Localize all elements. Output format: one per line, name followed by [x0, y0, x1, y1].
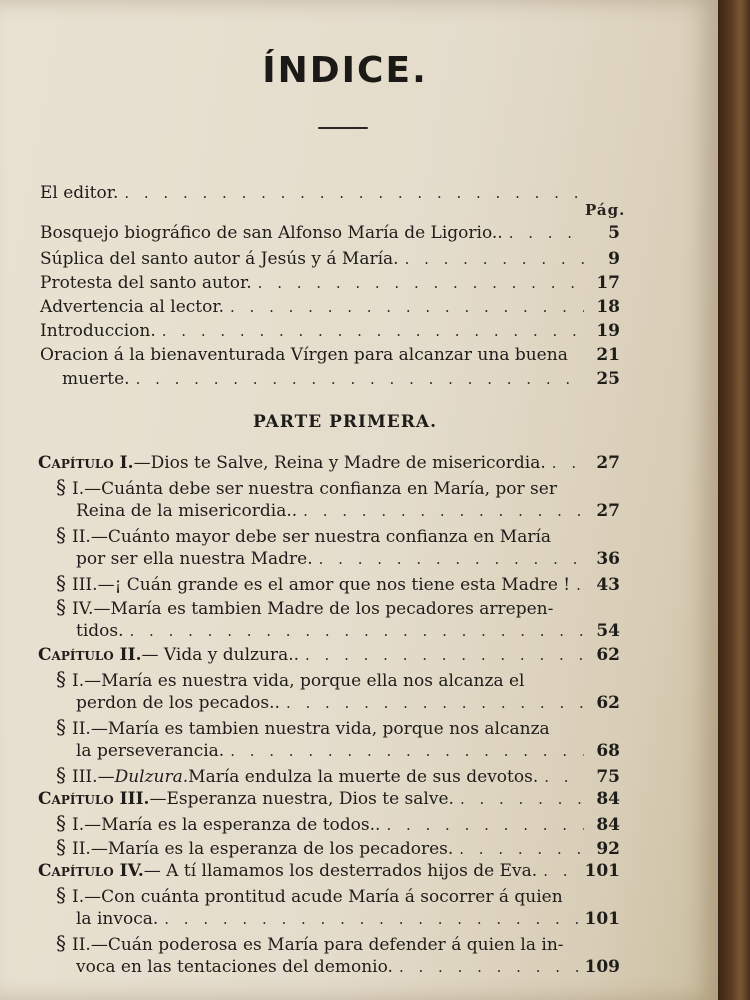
page-number: 27	[596, 453, 620, 473]
entry-title: Advertencia al lector.	[40, 297, 225, 317]
toc-entry	[40, 318, 620, 344]
section-mark: §	[56, 595, 66, 619]
dot-leader	[130, 618, 584, 644]
page-number: 25	[596, 369, 620, 389]
toc-row	[62, 366, 620, 392]
section-mark: §	[56, 835, 66, 859]
entry-title: —María es la esperanza de todos..	[84, 815, 381, 835]
page-number: 84	[596, 815, 620, 835]
toc-entry	[56, 570, 620, 596]
section-mark: §	[56, 715, 66, 739]
dot-leader	[230, 294, 584, 320]
entry-continuation: perdon de los pecados..	[76, 693, 280, 713]
page-column-label: Pág.	[585, 201, 626, 219]
section-mark: §	[56, 763, 66, 787]
entry-emphasis: —Dulzura.	[97, 767, 189, 787]
page-number: 62	[596, 645, 620, 665]
toc-row	[40, 342, 620, 368]
entry-title: Protesta del santo autor.	[40, 273, 252, 293]
page-number: 92	[596, 839, 620, 859]
dot-leader	[509, 220, 584, 246]
section-mark: §	[56, 667, 66, 691]
dot-leader	[230, 738, 584, 764]
toc-entry-line	[56, 666, 620, 692]
toc-row	[40, 246, 620, 272]
toc-row	[40, 294, 620, 320]
entry-title: —María es nuestra vida, porque ella nos alcanza el	[84, 671, 525, 691]
chapter-label: Capítulo IV.	[38, 861, 144, 881]
toc-entry-line	[56, 474, 620, 500]
section-mark: §	[56, 571, 66, 595]
dot-leader	[405, 246, 584, 272]
toc-entry	[40, 270, 620, 296]
entry-title: —Dios te Salve, Reina y Madre de misericordia.	[133, 453, 546, 473]
dot-leader	[162, 318, 584, 344]
toc-entry	[38, 642, 620, 668]
dot-leader	[305, 642, 584, 668]
paragraph-label: III.	[72, 575, 98, 595]
toc-row	[38, 858, 620, 884]
entry-title: —Cuánta debe ser nuestra confianza en María, por ser	[84, 479, 557, 499]
page-number: 43	[596, 575, 620, 595]
book-spine-edge	[718, 0, 750, 1000]
entry-continuation: la invoca.	[76, 909, 159, 929]
toc-entry-line	[56, 714, 620, 740]
chapter-label: Capítulo I.	[38, 453, 134, 473]
dot-leader	[319, 546, 584, 572]
entry-continuation: Reina de la misericordia..	[76, 501, 298, 521]
entry-continuation: la perseverancia.	[76, 741, 225, 761]
toc-row	[76, 906, 620, 932]
toc-entry	[56, 810, 620, 836]
dot-leader	[124, 180, 584, 206]
dot-leader	[258, 270, 584, 296]
dot-leader	[460, 786, 584, 812]
toc-entry-line	[56, 882, 620, 908]
entry-title: María endulza la muerte de sus devotos.	[188, 767, 539, 787]
page-number: 5	[608, 223, 620, 243]
toc-row	[76, 738, 620, 764]
toc-row	[38, 450, 620, 476]
entry-title: —María es la esperanza de los pecadores.	[90, 839, 454, 859]
page-number: 75	[596, 767, 620, 787]
toc-entry	[38, 786, 620, 812]
page-number: 101	[584, 909, 620, 929]
entry-title: —Esperanza nuestra, Dios te salve.	[149, 789, 454, 809]
toc-row	[40, 318, 620, 344]
toc-entry	[76, 546, 620, 572]
dot-leader	[303, 498, 584, 524]
entry-title: —María es tambien nuestra vida, porque nos alcanza	[90, 719, 550, 739]
toc-entry	[56, 834, 620, 860]
page-title: ÍNDICE.	[262, 50, 428, 91]
dot-leader	[286, 690, 584, 716]
page-number: 19	[596, 321, 620, 341]
page-number: 27	[596, 501, 620, 521]
entry-title: —¡ Cuán grande es el amor que nos tiene esta Madre !	[97, 575, 571, 595]
paragraph-label: II.	[72, 719, 91, 739]
toc-row	[76, 618, 620, 644]
toc-entry	[40, 246, 620, 272]
entry-title: —María es tambien Madre de los pecadores arrepen-	[93, 599, 554, 619]
page-number: 9	[608, 249, 620, 269]
toc-entry-line	[56, 522, 620, 548]
toc-row	[76, 498, 620, 524]
toc-entry	[40, 180, 620, 206]
section-mark: §	[56, 811, 66, 835]
entry-title: Introduccion.	[40, 321, 156, 341]
toc-entry	[76, 618, 620, 644]
entry-title: — A tí llamamos los desterrados hijos de Eva.	[143, 861, 538, 881]
paragraph-label: II.	[72, 839, 91, 859]
toc-row	[76, 546, 620, 572]
entry-title: Súplica del santo autor á Jesús y á María.	[40, 249, 399, 269]
paragraph-label: I.	[72, 671, 85, 691]
title-rule	[318, 127, 368, 129]
dot-leader	[399, 954, 579, 980]
entry-continuation: tidos.	[76, 621, 124, 641]
entry-title: —Cuán poderosa es María para defender á quien la in-	[90, 935, 564, 955]
paragraph-label: I.	[72, 887, 85, 907]
entry-title: muerte.	[62, 369, 130, 389]
page-number: 36	[596, 549, 620, 569]
toc-entry	[56, 762, 620, 788]
section-heading: PARTE PRIMERA.	[253, 412, 437, 432]
page-number: 17	[596, 273, 620, 293]
paragraph-label: IV.	[72, 599, 94, 619]
paragraph-label: I.	[72, 479, 85, 499]
toc-entry	[62, 366, 620, 392]
toc-entry	[40, 220, 620, 246]
toc-row	[40, 180, 620, 206]
toc-row	[76, 954, 620, 980]
paragraph-label: II.	[72, 527, 91, 547]
entry-title: Bosquejo biográfico de san Alfonso María de Ligorio..	[40, 223, 503, 243]
toc-entry-line	[56, 594, 620, 620]
paragraph-label: I.	[72, 815, 85, 835]
toc-entry	[76, 498, 620, 524]
section-mark: §	[56, 475, 66, 499]
chapter-label: Capítulo III.	[38, 789, 150, 809]
page-number: 21	[596, 345, 620, 365]
page-number: 18	[596, 297, 620, 317]
page-number: 84	[596, 789, 620, 809]
paragraph-label: III.	[72, 767, 98, 787]
toc-row	[40, 220, 620, 246]
toc-entry	[38, 858, 620, 884]
page-number: 101	[584, 861, 620, 881]
toc-entry	[76, 738, 620, 764]
page-number: 109	[584, 957, 620, 977]
section-mark: §	[56, 931, 66, 955]
toc-entry	[76, 690, 620, 716]
page-number: 68	[596, 741, 620, 761]
section-mark: §	[56, 523, 66, 547]
section-mark: §	[56, 883, 66, 907]
entry-continuation: por ser ella nuestra Madre.	[76, 549, 313, 569]
toc-entry	[40, 342, 620, 368]
chapter-label: Capítulo II.	[38, 645, 142, 665]
toc-row	[38, 786, 620, 812]
entry-title: —Con cuánta prontitud acude María á socorrer á quien	[84, 887, 563, 907]
page-number: 54	[596, 621, 620, 641]
dot-leader	[136, 366, 584, 392]
entry-title: Oracion á la bienaventurada Vírgen para alcanzar una buena	[40, 345, 568, 365]
toc-entry	[76, 906, 620, 932]
entry-title: — Vida y dulzura..	[141, 645, 300, 665]
entry-title: El editor.	[40, 183, 119, 203]
dot-leader	[552, 450, 584, 476]
toc-row	[40, 270, 620, 296]
paragraph-label: II.	[72, 935, 91, 955]
toc-entry	[40, 294, 620, 320]
entry-title: —Cuánto mayor debe ser nuestra confianza en María	[90, 527, 552, 547]
toc-row	[76, 690, 620, 716]
toc-row	[38, 642, 620, 668]
dot-leader	[543, 858, 578, 884]
dot-leader	[164, 906, 578, 932]
page-number: 62	[596, 693, 620, 713]
toc-entry	[38, 450, 620, 476]
toc-entry	[76, 954, 620, 980]
toc-entry-line	[56, 930, 620, 956]
entry-continuation: voca en las tentaciones del demonio.	[76, 957, 393, 977]
